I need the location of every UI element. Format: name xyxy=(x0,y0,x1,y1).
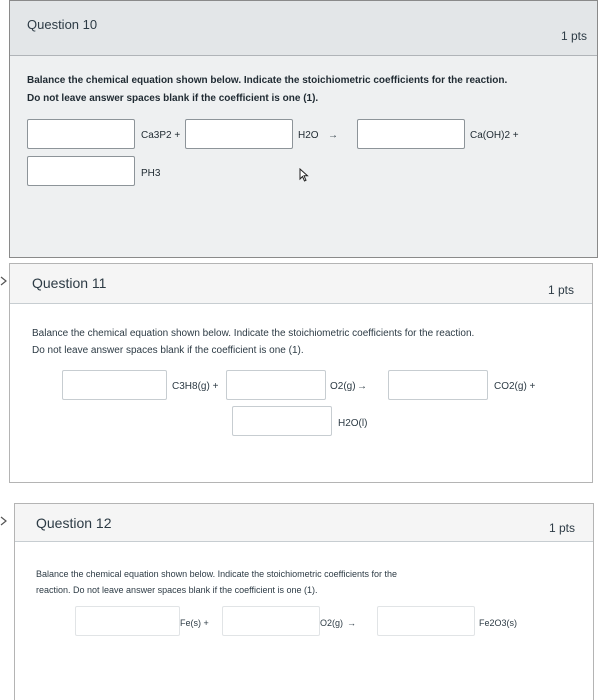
reaction-arrow: → xyxy=(328,130,338,141)
term-product-2: PH3 xyxy=(141,168,161,179)
mouse-cursor-icon xyxy=(299,168,309,182)
question-11-title: Question 11 xyxy=(32,275,107,291)
term-reactant-1: C3H8(g) + xyxy=(172,381,219,392)
coefficient-input-2[interactable] xyxy=(226,370,326,400)
term-reactant-2: H2O xyxy=(298,130,319,141)
coefficient-input-1[interactable] xyxy=(75,606,180,636)
question-10-prompt-line2: Do not leave answer spaces blank if the coefficient is one (1). xyxy=(27,93,319,104)
question-12-points: 1 pts xyxy=(548,521,575,535)
question-10-prompt-line1: Balance the chemical equation shown below. Indicate the stoichiometric coefficients for the reaction. xyxy=(27,75,508,86)
question-11-points: 1 pts xyxy=(547,283,574,297)
question-10-title: Question 10 xyxy=(27,17,98,32)
question-11-body xyxy=(10,304,592,482)
coefficient-input-3[interactable] xyxy=(357,119,465,149)
term-reactant-2: O2(g) xyxy=(330,381,356,392)
question-12-body xyxy=(15,542,593,700)
coefficient-input-4[interactable] xyxy=(232,406,332,436)
question-11-prompt-line2: Do not leave answer spaces blank if the coefficient is one (1). xyxy=(32,345,304,356)
term-reactant-1: Fe(s) + xyxy=(180,618,209,628)
question-11-card xyxy=(9,263,593,483)
question-10-header xyxy=(10,1,597,56)
question-12-card xyxy=(14,503,594,700)
coefficient-input-3[interactable] xyxy=(377,606,475,636)
coefficient-input-1[interactable] xyxy=(62,370,167,400)
coefficient-input-2[interactable] xyxy=(185,119,293,149)
coefficient-input-2[interactable] xyxy=(222,606,320,636)
term-product-2: H2O(l) xyxy=(338,418,368,429)
question-11-header xyxy=(10,264,592,304)
term-reactant-1: Ca3P2 + xyxy=(141,130,181,141)
question-12-header xyxy=(15,504,593,542)
reaction-arrow: → xyxy=(357,381,367,392)
term-product-1: Ca(OH)2 + xyxy=(470,130,519,141)
coefficient-input-1[interactable] xyxy=(27,119,135,149)
chevron-right-icon[interactable] xyxy=(0,276,8,286)
term-product-1: Fe2O3(s) xyxy=(479,618,518,628)
term-reactant-2: O2(g) xyxy=(320,618,344,628)
question-12-prompt-line2: reaction. Do not leave answer spaces blank if the coefficient is one (1). xyxy=(36,585,318,595)
question-12-prompt-line1: Balance the chemical equation shown below. Indicate the stoichiometric coefficients for the xyxy=(36,569,398,579)
question-10-card xyxy=(9,0,598,258)
question-10-points: 1 pts xyxy=(560,29,587,43)
reaction-arrow: → xyxy=(347,618,356,628)
question-10-body xyxy=(10,56,597,257)
term-product-1: CO2(g) + xyxy=(494,381,536,392)
chevron-right-icon[interactable] xyxy=(0,516,8,526)
coefficient-input-4[interactable] xyxy=(27,156,135,186)
question-12-title: Question 12 xyxy=(36,515,112,531)
coefficient-input-3[interactable] xyxy=(388,370,488,400)
question-11-prompt-line1: Balance the chemical equation shown below. Indicate the stoichiometric coefficients for the reaction. xyxy=(32,328,475,339)
